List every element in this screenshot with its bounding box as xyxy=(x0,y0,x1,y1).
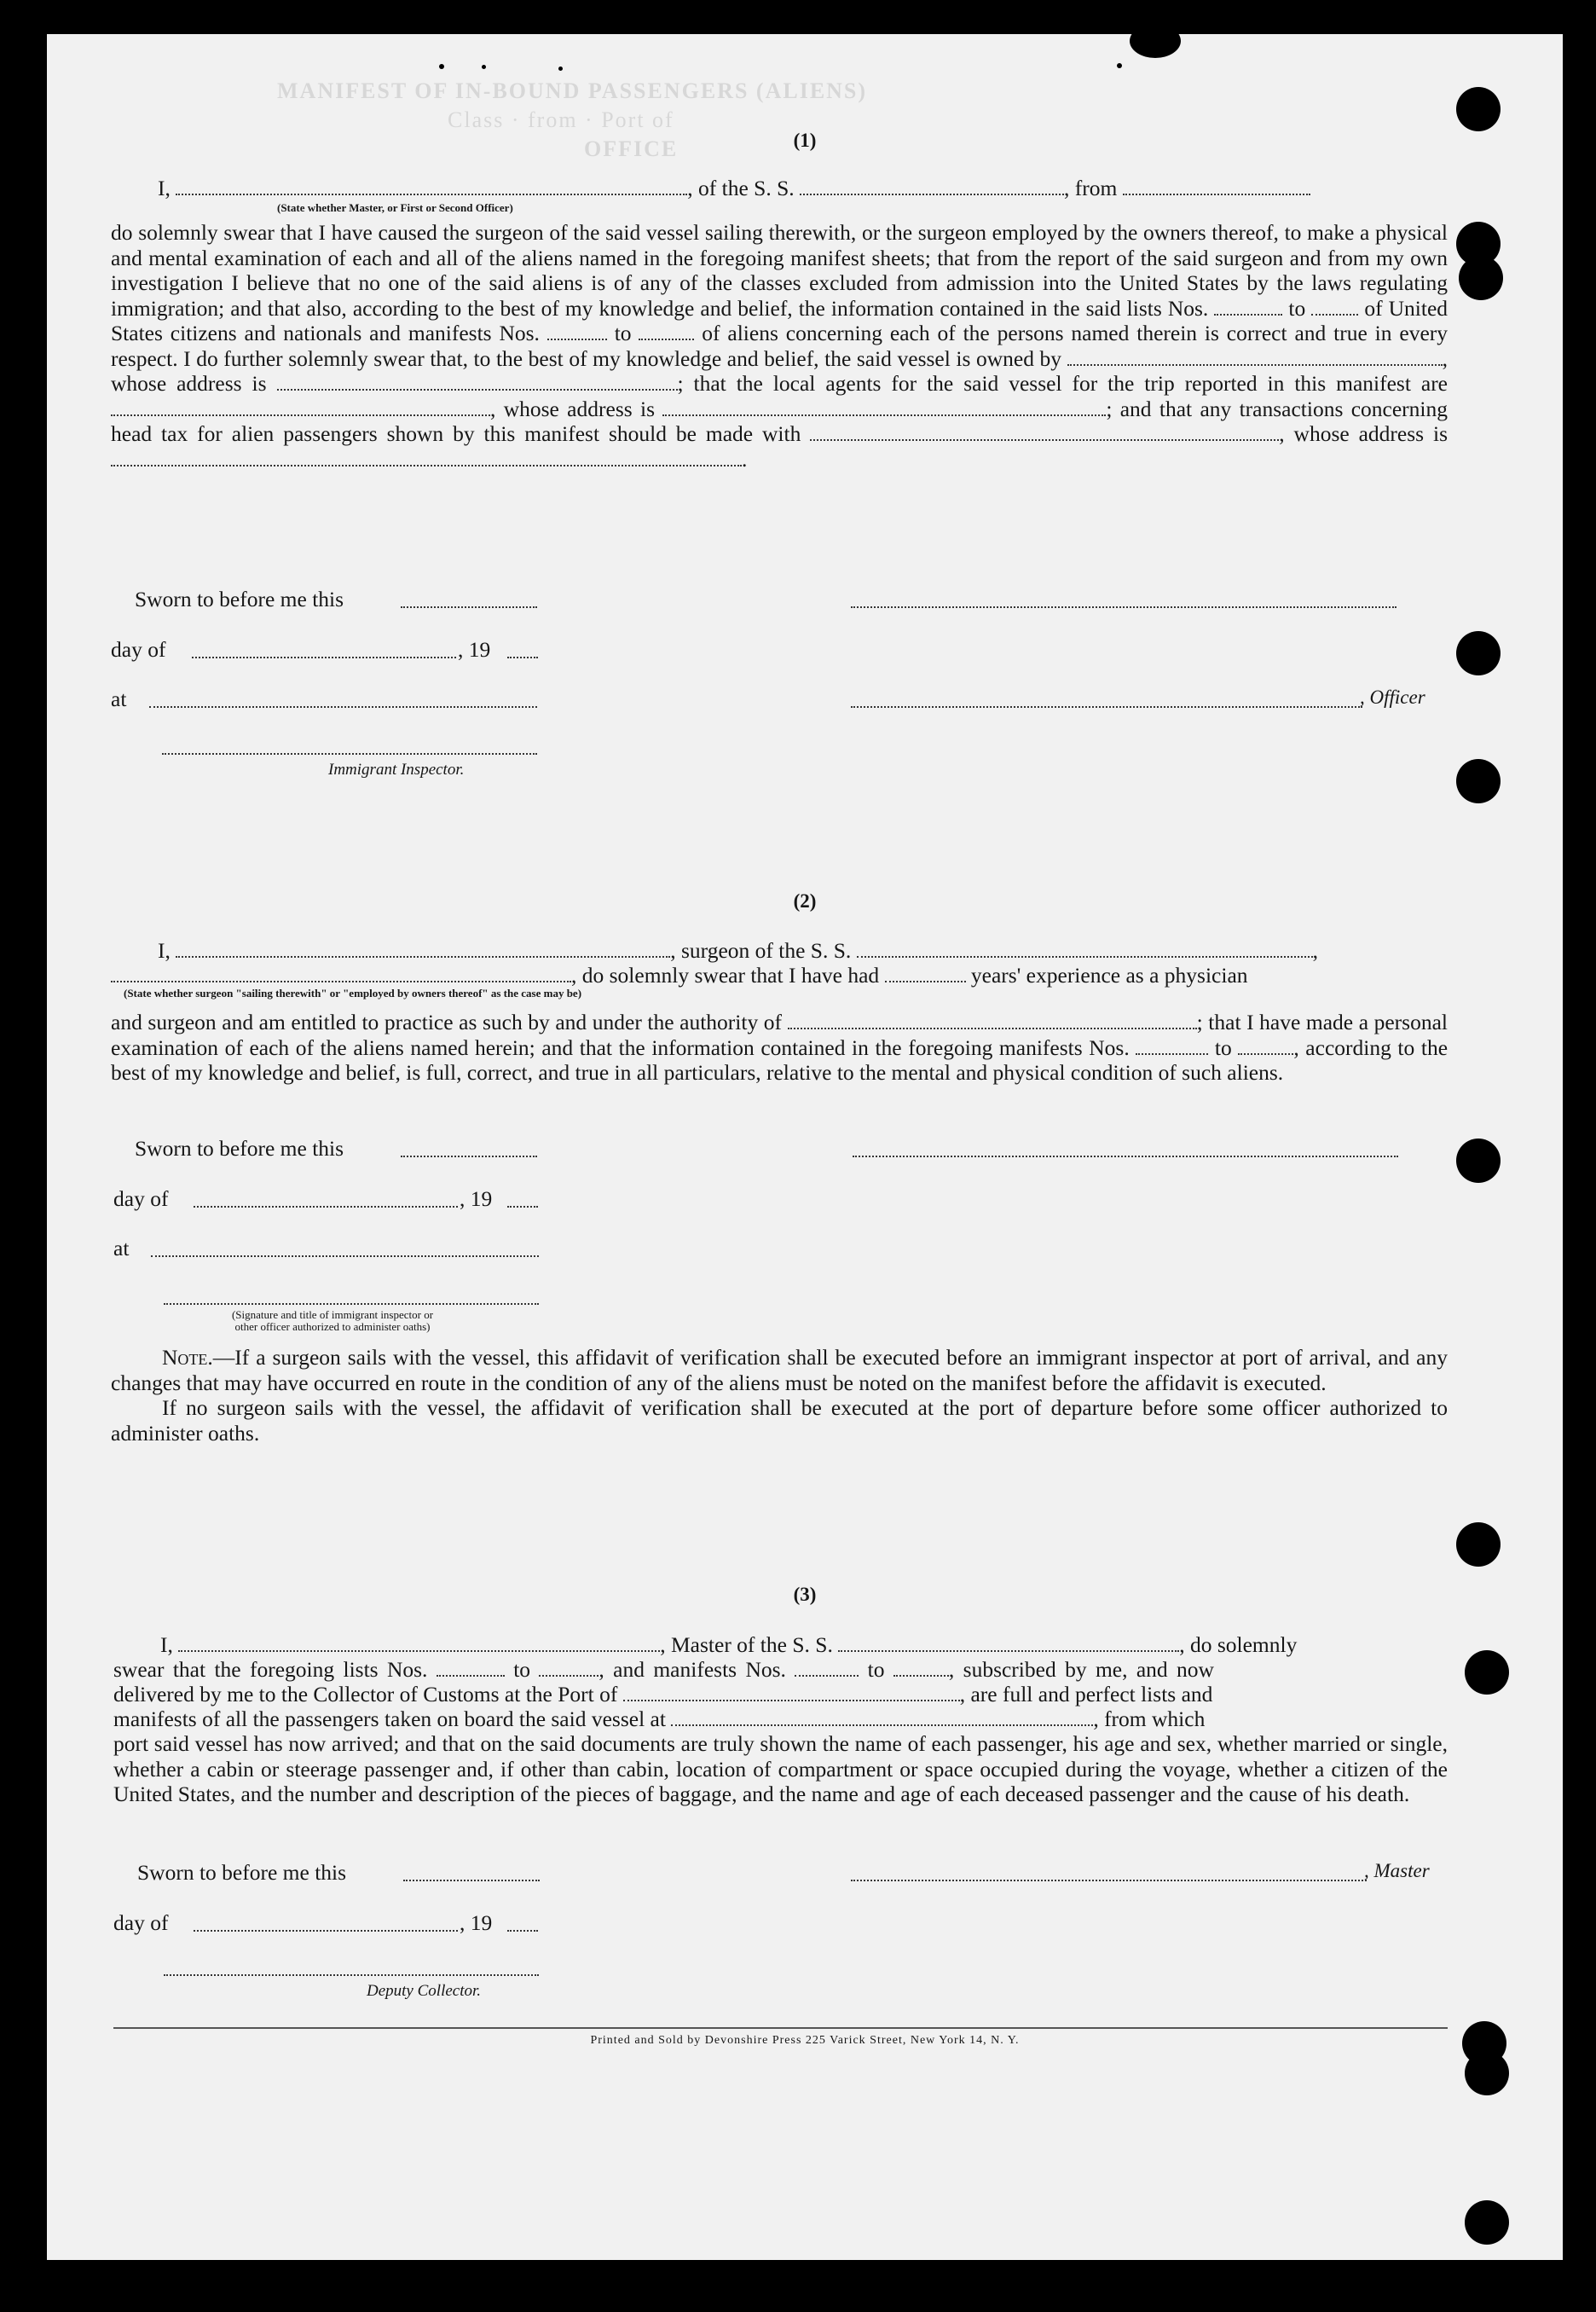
section-2-experience-label: years' experience as a physician xyxy=(970,963,1248,988)
section-3-manifests-to-field[interactable] xyxy=(893,1658,949,1677)
immigrant-inspector-caption: Immigrant Inspector. xyxy=(328,761,465,779)
section-3-to-1: to xyxy=(513,1657,531,1682)
section-3-number: (3) xyxy=(793,1584,817,1605)
note-paragraph-1: —If a surgeon sails with the vessel, this affidavit of verification shall be executed before an immigrant inspector at port of arrival, and any changes that may have occurred en route in the condition of any of the aliens must be noted on the manifest before the affidavit is executed. xyxy=(111,1345,1448,1395)
section-3-from-which-label: , from which xyxy=(1093,1706,1206,1731)
departure-port-field[interactable] xyxy=(1123,177,1310,195)
section-1-year-label: , 19 xyxy=(458,637,491,662)
section-3-year-label: , 19 xyxy=(460,1910,493,1935)
alien-manifests-to-field[interactable] xyxy=(639,322,694,340)
section-1-ss-label: , of the S. S. xyxy=(687,176,795,200)
binder-hole-icon xyxy=(1465,1650,1509,1695)
section-3-i: I, xyxy=(160,1632,173,1657)
section-2-month-field[interactable] xyxy=(194,1205,458,1208)
section-1-body-7: ; and that any transactions concerning head tax for alien passengers shown by this manifest should be made with xyxy=(111,396,1448,446)
section-2-body-2: ; that I have made a personal examination of each of the aliens named herein; and that the information contained in the foregoing manifests Nos. xyxy=(111,1010,1448,1060)
section-2-affidavit-text xyxy=(111,1010,1448,1086)
section-2-i: I, xyxy=(158,938,171,963)
binder-hole-icon xyxy=(1456,1139,1501,1183)
vessel-name-field[interactable] xyxy=(800,177,1064,195)
section-3-line-1 xyxy=(160,1632,1297,1658)
section-2-day-of-label: day of xyxy=(113,1186,169,1211)
years-experience-field[interactable] xyxy=(885,964,966,982)
section-2-line-2 xyxy=(111,963,1248,988)
signature-caption-line-1: (Signature and title of immigrant inspector or xyxy=(231,1308,434,1321)
arrival-port-field[interactable] xyxy=(623,1683,960,1701)
ink-speck-icon xyxy=(558,67,563,71)
section-1-to-1: to xyxy=(1288,295,1306,321)
section-1-body-8: , whose address is xyxy=(1279,421,1449,446)
deputy-collector-caption: Deputy Collector. xyxy=(367,1982,482,2000)
surgeon-name-field[interactable] xyxy=(176,939,670,958)
section-2-number: (2) xyxy=(793,890,817,912)
printer-imprint: Printed and Sold by Devonshire Press 225 Varick Street, New York 14, N. Y. xyxy=(590,2034,1020,2047)
section-3-ss-label: , Master of the S. S. xyxy=(660,1632,833,1657)
binder-hole-icon xyxy=(1456,631,1501,675)
section-2-comma: , xyxy=(1312,938,1319,963)
head-tax-contact-field[interactable] xyxy=(810,422,1279,441)
signature-title-caption xyxy=(205,1309,460,1333)
section-2-sworn-date-field[interactable] xyxy=(401,1155,537,1157)
citizen-lists-from-field[interactable] xyxy=(1214,297,1282,316)
surgeon-note xyxy=(111,1345,1448,1446)
section-1-i: I, xyxy=(158,176,171,200)
binder-hole-icon xyxy=(1465,2200,1509,2245)
section-1-affidavit-text: do solemnly swear that I have caused the surgeon of the said vessel sailing therewith, or the surgeon employed by the owners thereof, to make a physical and mental examination of each and all of the aliens named in the foregoing manifest sheets; that from the report of the said surgeon and from my own investigation I believe that no one of the said aliens is of any of the classes excluded from admission into the United States by the laws regulating immigration; and that also, according to the best of my knowledge and belief, the information contained in the said lists Nos. to of United States citizens and nationals and manifests Nos. to of aliens concerning each of the persons named therein is correct and true in every respect. I do further solemnly swear that, to the best of my knowledge and belief, the said vessel is owned by , whose address is ; that the local agents for the said vessel for the trip reported in this manifest are , whose address is ; and that any transactions concerning head tax for alien passengers shown by this manifest should be made with , whose address is . xyxy=(111,220,1449,472)
section-1-body-5: ; that the local agents for the said vessel for the trip reported in this manifest are xyxy=(677,371,1449,396)
ink-speck-icon xyxy=(1117,63,1122,68)
section-1-body-1: do solemnly swear that I have caused the surgeon of the said vessel sailing therewith, or the surgeon employed by the owners thereof, to make a physical and mental examination of each and all of the aliens named in the foregoing manifest sheets; that from the report of the said surgeon and from my own investigation I believe that no one of the said aliens is of any of the classes excluded from admission into the United States by the laws regulating immigration; and that also, according to the best of my knowledge and belief, the information contained in the said lists Nos. xyxy=(111,220,1448,321)
section-3-master-signature-line[interactable] xyxy=(851,1879,1367,1881)
section-1-body-2: of United States citizens and nationals and manifests Nos. xyxy=(111,295,1449,345)
section-3-manifests-from-field[interactable] xyxy=(795,1658,859,1677)
section-2-swear-label: , do solemnly swear that I have had xyxy=(571,963,880,988)
section-2-surgeon-signature-line[interactable] xyxy=(853,1155,1398,1157)
owner-address-field[interactable] xyxy=(277,372,678,391)
section-3-collector-label: delivered by me to the Collector of Customs at the Port of xyxy=(113,1682,618,1706)
section-1-number: (1) xyxy=(793,130,817,151)
binder-hole-icon xyxy=(1459,256,1503,300)
section-2-year-label: , 19 xyxy=(460,1186,493,1211)
section-3-sworn-label: Sworn to before me this xyxy=(137,1860,347,1885)
ghost-line-2: Class · from · Port of xyxy=(448,107,674,132)
section-1-place-field[interactable] xyxy=(149,705,537,708)
section-2-to: to xyxy=(1214,1034,1232,1060)
section-1-body-4: , whose address is xyxy=(111,345,1448,396)
section-1-body-3: of aliens concerning each of the persons named therein is correct and true in every respect. I do further solemnly swear that, to the best of my knowledge and belief, the said vessel is owned by xyxy=(111,321,1449,371)
note-paragraph-2-text: If no surgeon sails with the vessel, the affidavit of verification shall be executed at the port of departure before some officer authorized to administer oaths. xyxy=(111,1395,1448,1446)
section-1-at-label: at xyxy=(111,687,127,711)
section-3-manifests-label: , and manifests Nos. xyxy=(598,1657,786,1682)
note-paragraph-2 xyxy=(111,1395,1448,1446)
form-sheet xyxy=(47,34,1563,2260)
section-2-line-1 xyxy=(158,938,1318,964)
section-3-day-of-label: day of xyxy=(113,1910,169,1935)
ink-speck-icon xyxy=(439,64,444,69)
section-1-year-field[interactable] xyxy=(507,656,538,658)
section-3-swear-label: , do solemnly xyxy=(1179,1632,1298,1657)
embarkation-port-field[interactable] xyxy=(671,1707,1093,1726)
head-tax-address-field[interactable] xyxy=(111,448,742,466)
binder-hole-icon xyxy=(1456,87,1501,131)
ink-speck-icon xyxy=(1130,34,1181,58)
section-2-body-3: , according to the best of my knowledge and belief, is full, correct, and true in all particulars, relative to the mental and physical condition of such aliens. xyxy=(111,1034,1449,1085)
alien-manifests-from-field[interactable] xyxy=(547,322,607,340)
note-label: Note. xyxy=(162,1345,213,1370)
section-3-to-2: to xyxy=(867,1657,885,1682)
section-3-affidavit-text: port said vessel has now arrived; and that on the said documents are truly shown the name of each passenger, his age and sex, whether married or single, whether a cabin or steerage passenger and, if other than cabin, location of compartment or space occupied during the voyage, whether a citizen of the United States, and the number and description of the pieces of baggage, and the name and age of each deceased passenger and the cause of his death. xyxy=(113,1731,1448,1806)
section-1-line-1 xyxy=(158,176,1310,201)
citizen-lists-to-field[interactable] xyxy=(1311,297,1358,316)
agents-address-field[interactable] xyxy=(662,397,1106,416)
section-1-sworn-label: Sworn to before me this xyxy=(135,587,344,611)
section-2-at-label: at xyxy=(113,1236,130,1260)
section-2-ss-label: , surgeon of the S. S. xyxy=(670,938,852,963)
section-1-officer-label: , Officer xyxy=(1360,687,1425,708)
ink-speck-icon xyxy=(482,65,486,69)
local-agents-field[interactable] xyxy=(111,397,490,416)
section-1-officer-signature-line[interactable] xyxy=(851,606,1396,608)
ghost-line-1: MANIFEST OF IN-BOUND PASSENGERS (ALIENS) xyxy=(277,78,868,103)
section-2-year-field[interactable] xyxy=(507,1205,538,1208)
section-2-place-field[interactable] xyxy=(151,1255,539,1257)
section-3-line-4 xyxy=(113,1706,1205,1732)
officer-rank-caption: (State whether Master, or First or Second Officer) xyxy=(277,201,513,214)
binder-hole-icon xyxy=(1456,759,1501,803)
section-3-full-lists-label: , are full and perfect lists and xyxy=(959,1682,1213,1706)
section-2-sworn-label: Sworn to before me this xyxy=(135,1136,344,1161)
section-3-line-3 xyxy=(113,1682,1212,1707)
surgeon-status-field[interactable] xyxy=(111,964,571,982)
master-name-field[interactable] xyxy=(178,1633,660,1652)
binder-hole-icon xyxy=(1456,1522,1501,1567)
vessel-owner-field[interactable] xyxy=(1067,347,1443,366)
officer-rank-field[interactable] xyxy=(176,177,687,195)
section-1-day-of-label: day of xyxy=(111,637,166,662)
section-3-line-2 xyxy=(113,1657,1214,1683)
section-1-to-2: to xyxy=(614,321,632,345)
section-3-subscribed-label: , subscribed by me, and now xyxy=(948,1657,1214,1682)
section-3-lists-to-field[interactable] xyxy=(539,1658,598,1677)
section-3-sworn-date-field[interactable] xyxy=(403,1879,540,1881)
section-3-year-field[interactable] xyxy=(507,1929,538,1932)
section-2-body-1: and surgeon and am entitled to practice as such by and under the authority of xyxy=(111,1010,783,1034)
examined-manifests-from-field[interactable] xyxy=(1136,1036,1208,1055)
section-1-month-field[interactable] xyxy=(192,656,456,658)
section-3-vessel-field[interactable] xyxy=(838,1633,1179,1652)
signature-caption-line-2: other officer authorized to administer oaths) xyxy=(234,1320,431,1333)
section-2-inspector-signature-line[interactable] xyxy=(164,1302,539,1305)
binder-hole-icon xyxy=(1465,2051,1509,2095)
section-3-lists-label: swear that the foregoing lists Nos. xyxy=(113,1657,428,1682)
section-3-master-label: , Master xyxy=(1364,1860,1430,1881)
ghost-line-3: OFFICE xyxy=(584,136,679,161)
section-1-sworn-date-field[interactable] xyxy=(401,606,537,608)
examined-manifests-to-field[interactable] xyxy=(1238,1036,1293,1055)
section-3-month-field[interactable] xyxy=(194,1929,458,1932)
section-2-vessel-field[interactable] xyxy=(857,939,1313,958)
footer-rule xyxy=(113,2027,1448,2029)
deputy-collector-signature-line[interactable] xyxy=(164,1973,539,1976)
section-1-body-6: , whose address is xyxy=(490,396,655,421)
section-3-lists-from-field[interactable] xyxy=(437,1658,505,1677)
surgeon-status-caption: (State whether surgeon "sailing therewith" or "employed by owners thereof" as the case may be) xyxy=(124,987,582,1000)
section-1-from-label: , from xyxy=(1064,176,1118,200)
section-1-officer-title-line[interactable] xyxy=(851,705,1362,708)
section-1-inspector-signature-line[interactable] xyxy=(162,752,537,755)
section-3-boarded-label: manifests of all the passengers taken on board the said vessel at xyxy=(113,1706,666,1731)
practice-authority-field[interactable] xyxy=(788,1011,1197,1029)
